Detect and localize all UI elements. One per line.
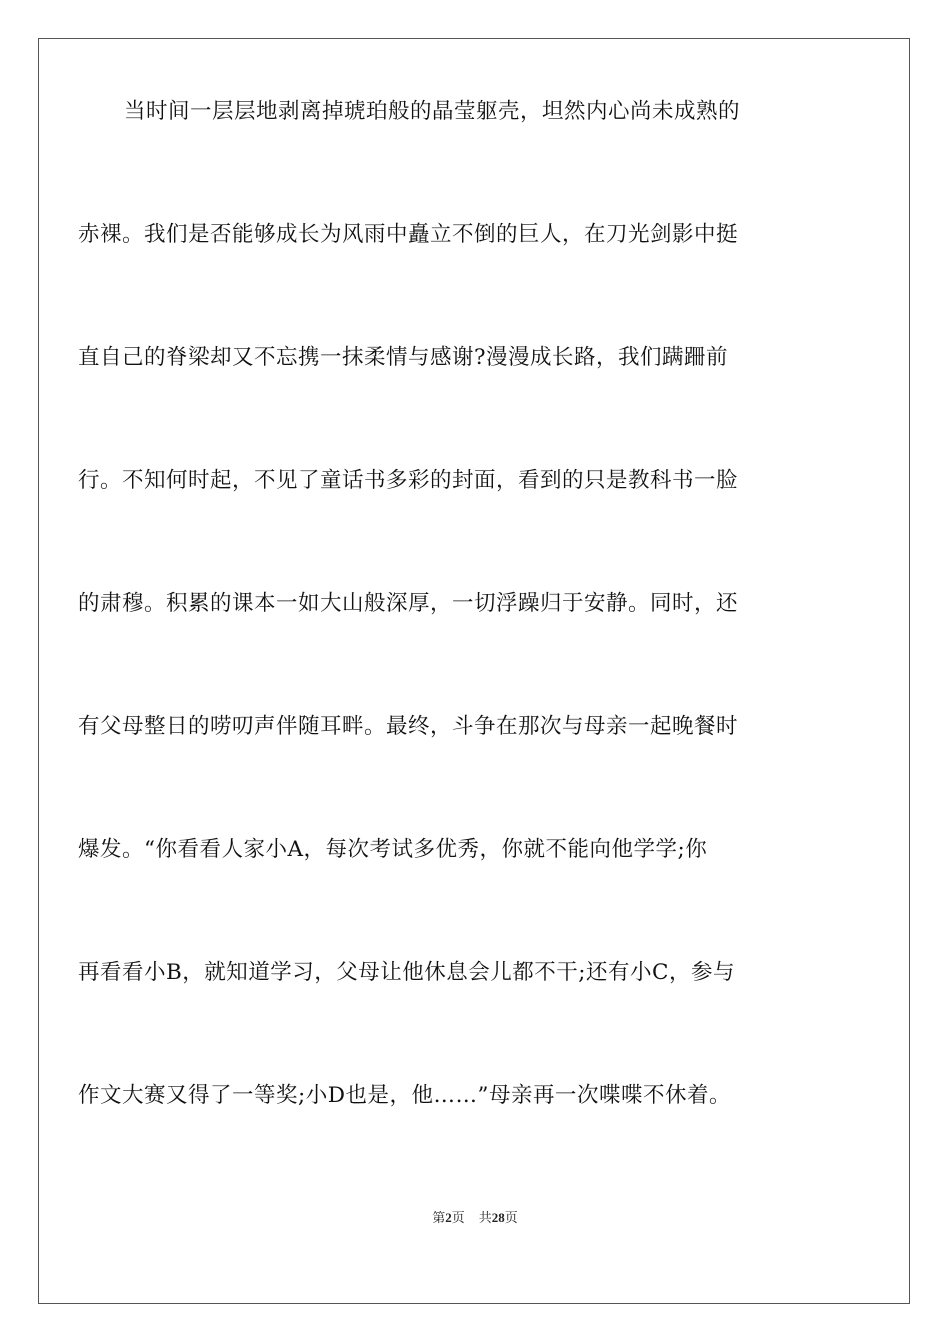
text-line: 作文大赛又得了一等奖;小D也是，他……”母亲再一次喋喋不休着。 xyxy=(78,1083,731,1108)
text-line: 赤裸。我们是否能够成长为风雨中矗立不倒的巨人，在刀光剑影中挺 xyxy=(78,222,739,247)
text-line: 再看看小B，就知道学习，父母让他休息会儿都不干;还有小C，参与 xyxy=(78,960,735,985)
total-pages-prefix: 共 xyxy=(478,1210,492,1225)
text-line: 行。不知何时起，不见了童话书多彩的封面，看到的只是教科书一脸 xyxy=(78,468,739,493)
page-number-suffix: 页 xyxy=(451,1210,465,1225)
total-pages-suffix: 页 xyxy=(504,1210,518,1225)
text-line: 直自己的脊梁却又不忘携一抹柔情与感谢?漫漫成长路，我们蹒跚前 xyxy=(78,345,729,370)
page-number: 2 xyxy=(445,1210,452,1225)
text-line: 的肃穆。积累的课本一如大山般深厚，一切浮躁归于安静。同时，还 xyxy=(78,591,739,616)
text-line: 当时间一层层地剥离掉琥珀般的晶莹躯壳，坦然内心尚未成熟的 xyxy=(124,99,741,124)
text-line: 爆发。“你看看人家小A，每次考试多优秀，你就不能向他学学;你 xyxy=(78,837,708,862)
total-pages: 28 xyxy=(491,1210,505,1225)
page-number-prefix: 第 xyxy=(432,1210,446,1225)
page-footer xyxy=(0,1207,950,1226)
text-line: 有父母整日的唠叨声伴随耳畔。最终，斗争在那次与母亲一起晚餐时 xyxy=(78,714,739,739)
